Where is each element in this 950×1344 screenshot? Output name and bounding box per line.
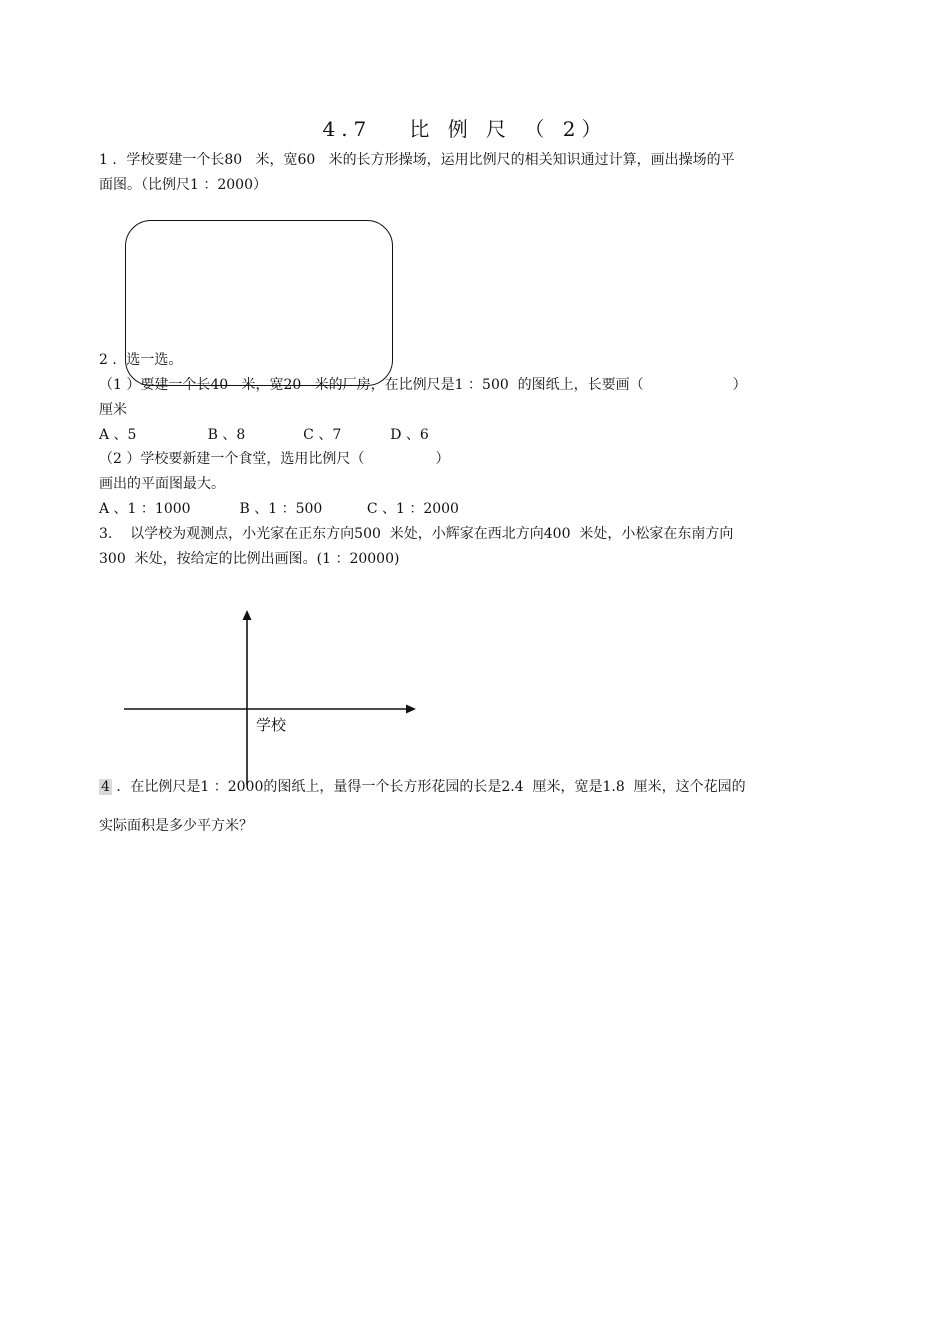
- question-1-line-2: 面图。（比例尺1 ：2000）: [99, 177, 267, 193]
- question-4-line-1: [99, 777, 746, 797]
- north-arrow-icon: [243, 610, 252, 620]
- question-3-line-2: 300 米处，按给定的比例出画图。(1 ：20000): [99, 551, 400, 567]
- question-4-line-2: 实际面积是多少平方米？: [99, 818, 253, 834]
- question-3-line-1: 3. 以学校为观测点，小光家在正东方向500 米处，小辉家在西北方向400 米处，小松家在东南方向: [99, 526, 734, 542]
- question-2-sub-1-options: A 、5 B 、8 C 、7 D 、6: [99, 427, 429, 443]
- question-2-sub-1-line-2: 厘米: [99, 402, 127, 418]
- question-4-number: 4: [101, 779, 110, 795]
- question-2-sub-1-line-1: （1 ）要建一个长40 米，宽20 米的厂房，在比例尺是1 ：500 的图纸上，长要画（ ）: [99, 377, 747, 393]
- question-2-sub-2-line-1: （2 ）学校要新建一个食堂，选用比例尺（ ）: [99, 451, 450, 467]
- question-2-sub-2-options: A 、1 ：1000 B 、1 ：500 C 、1 ：2000: [99, 501, 459, 517]
- direction-axes: [120, 605, 420, 787]
- question-1-line-1: 1 ．学校要建一个长80 米，宽60 米的长方形操场，运用比例尺的相关知识通过计算，画出操场的平: [99, 152, 735, 168]
- question-4-line-1-text: ．在比例尺是1 ：2000的图纸上，量得一个长方形花园的长是2.4 厘米，宽是1.8 厘米，这个花园的: [111, 779, 746, 795]
- question-2-sub-2-line-2: 画出的平面图最大。: [99, 476, 225, 492]
- school-axis-label: 学校: [256, 716, 287, 734]
- question-2-heading: 2 ．选一选。: [99, 352, 183, 368]
- worksheet-title: 4.7 比 例 尺 （ 2）: [322, 117, 608, 141]
- east-arrow-icon: [406, 705, 416, 714]
